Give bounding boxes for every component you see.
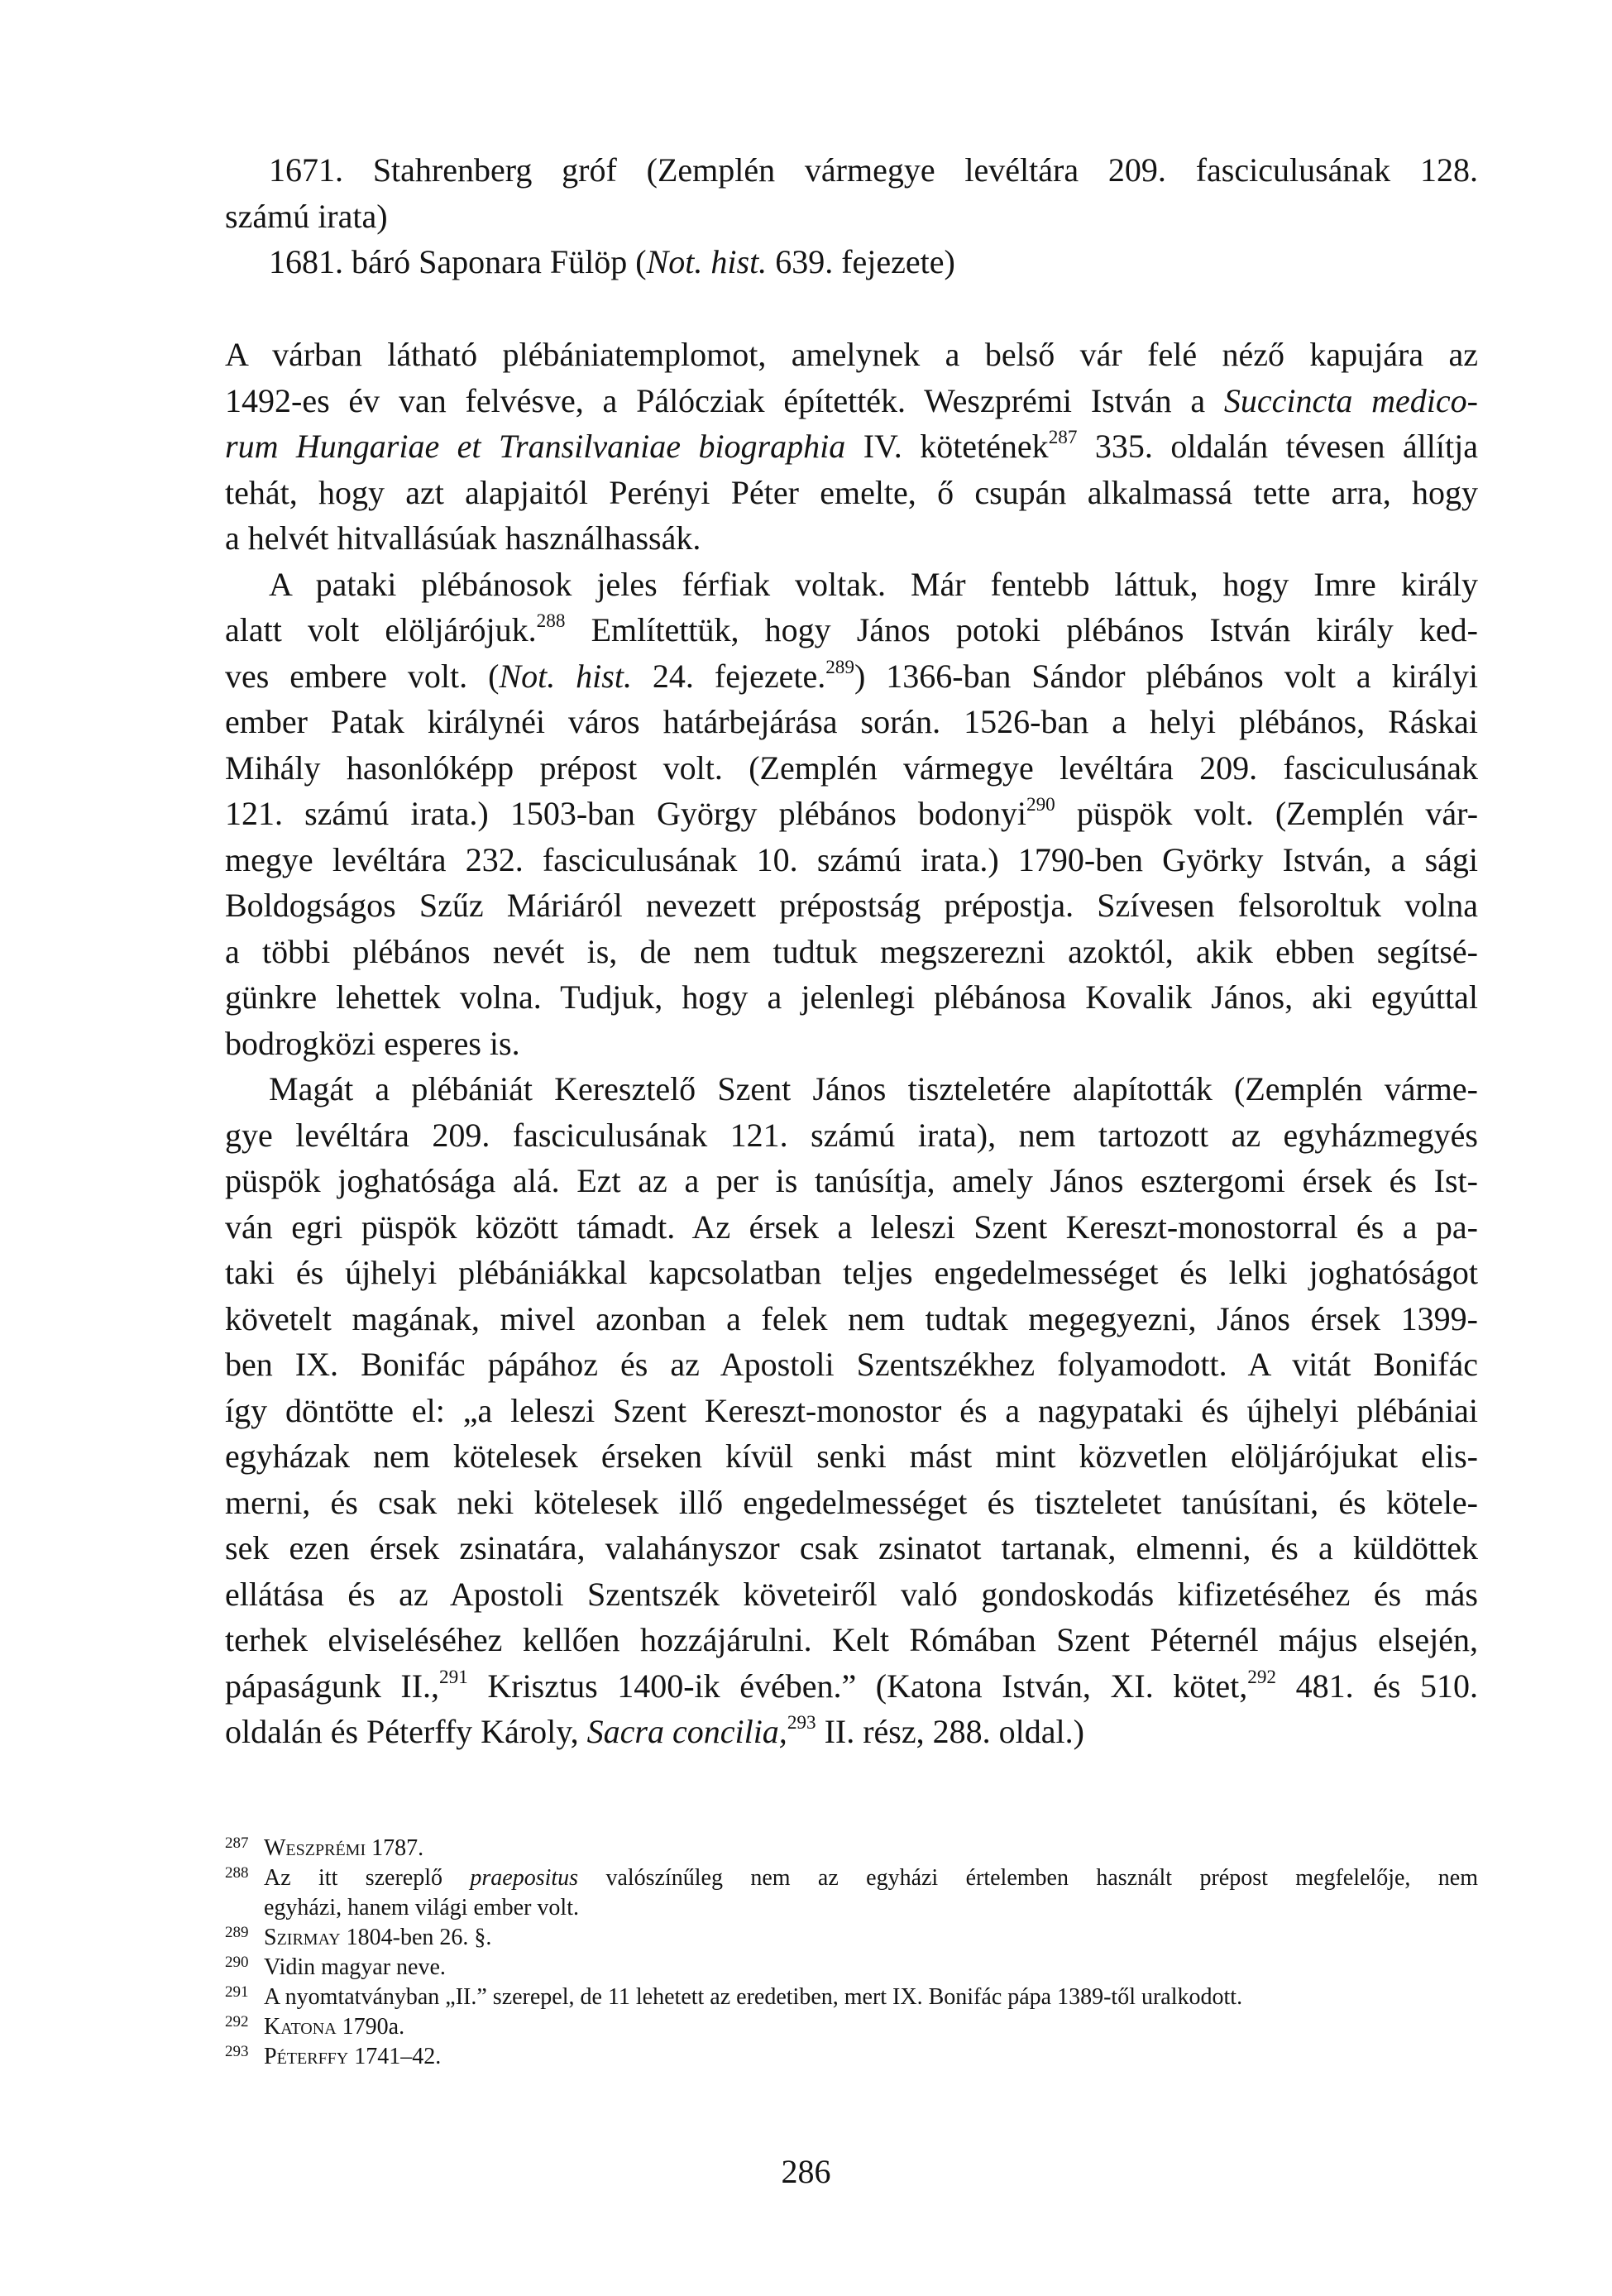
- body-line: [225, 1024, 1478, 1064]
- italic-term: praepositus: [470, 1865, 579, 1891]
- body-text: Boldogságos Szűz Máriáról nevezett prépostság prépostja. Szívesen felsoroltuk volna: [225, 887, 1478, 924]
- footnote-text: A nyomtatványban „II.” szerepel, de 11 lehetett az eredetiben, mert IX. Bonifác pápa 1389-től uralkodott.: [264, 1984, 1243, 2010]
- body-line: [225, 381, 1478, 421]
- body-text: gye levéltára 209. fasciculusának 121. számú irata), nem tartozott az egyházmegyés: [225, 1117, 1478, 1154]
- body-line: [225, 1483, 1478, 1523]
- body-line: [225, 794, 1478, 834]
- page-number: 286: [781, 2153, 831, 2190]
- body-line: [225, 473, 1478, 513]
- body-line: [225, 519, 1478, 558]
- footnote-text-part: Az itt szereplő: [264, 1865, 471, 1891]
- body-line: [225, 1667, 1478, 1706]
- footnote-citation: 1741–42.: [348, 2044, 442, 2069]
- body-line: [225, 1575, 1478, 1614]
- list-item: [269, 242, 1478, 282]
- body-line: [225, 1437, 1478, 1476]
- body-line: [225, 1116, 1478, 1155]
- footnote-citation: 1804-ben 26. §.: [340, 1925, 492, 1950]
- body-line: [225, 1528, 1478, 1568]
- footnote-text: [264, 1864, 1478, 1892]
- footnote-number: 287: [225, 1834, 249, 1852]
- footnote-number: 292: [225, 2013, 249, 2031]
- body-line: [225, 1161, 1478, 1201]
- italic-book-title: Succincta medico-: [1223, 382, 1478, 419]
- author-name: Szirmay: [264, 1925, 341, 1950]
- footnote-ref[interactable]: 288: [536, 610, 566, 633]
- footnote-text: egyházi, hanem világi ember volt.: [264, 1895, 579, 1921]
- body-text: Említettük, hogy János potoki plébános István király ked-: [565, 611, 1478, 648]
- footnote-number: 290: [225, 1954, 249, 1971]
- body-text: ellátása és az Apostoli Szentszék követeiről való gondoskodás kifizetéséhez és más: [225, 1576, 1478, 1613]
- body-text: 1492-es év van felvésve, a Pálócziak építették. Weszprémi István a: [225, 382, 1224, 419]
- body-line: [225, 978, 1478, 1017]
- body-line: [225, 932, 1478, 972]
- footnote-text: [264, 1834, 1478, 1863]
- body-line: [225, 1299, 1478, 1339]
- body-line: [269, 1069, 1478, 1109]
- body-text: pápaságunk II.,: [225, 1667, 440, 1705]
- body-text: ván egri püspök között támadt. Az érsek a leleszi Szent Kereszt-monostorral és a pa-: [225, 1208, 1478, 1246]
- body-text: ves embere volt. (: [225, 658, 500, 695]
- body-line: [225, 1620, 1478, 1660]
- body-text: oldalán és Péterffy Károly,: [225, 1713, 587, 1750]
- italic-book-title: Sacra concilia,: [586, 1713, 787, 1750]
- list-item-text: 639. fejezete): [767, 243, 955, 280]
- list-item-continuation: [225, 197, 1478, 237]
- body-line: [225, 702, 1478, 742]
- footnote-ref[interactable]: 290: [1026, 794, 1055, 816]
- footnote-number: 291: [225, 1983, 249, 2001]
- body-text: Krisztus 1400-ik évében.” (Katona István, XI. kötet,: [467, 1667, 1248, 1705]
- body-text: a többi plébános nevét is, de nem tudtuk megszerezni azoktól, akik ebben segítsé-: [225, 933, 1478, 970]
- footnote-text: [264, 2043, 1478, 2071]
- body-text: terhek elviseléséhez kellően hozzájárulni. Kelt Rómában Szent Péternél május elsején,: [225, 1621, 1478, 1658]
- body-text: 481. és 510.: [1276, 1667, 1478, 1705]
- author-name: Katona: [264, 2014, 337, 2040]
- body-line: [225, 610, 1478, 650]
- body-text: így döntötte el: „a leleszi Szent Kereszt-monostor és a nagypataki és újhelyi plébániai: [225, 1392, 1478, 1429]
- body-text: Mihály hasonlóképp prépost volt. (Zemplén vármegye levéltára 209. fasciculusának: [225, 749, 1478, 787]
- footnote-text-part: valószínűleg nem az egyházi értelemben használt prépost megfelelője, nem: [578, 1865, 1478, 1891]
- body-text: Magát a plébániát Keresztelő Szent János tiszteletére alapították (Zemplén várme-: [269, 1070, 1478, 1107]
- footnote-ref[interactable]: 292: [1247, 1667, 1277, 1689]
- italic-book-title: rum Hungariae et Transilvaniae biographia: [225, 428, 846, 465]
- body-text: bodrogközi esperes is.: [225, 1025, 520, 1062]
- footnote-ref[interactable]: 287: [1048, 427, 1078, 449]
- body-text: tehát, hogy azt alapjaitól Perényi Péter emelte, ő csupán alkalmassá tette arra, hogy: [225, 474, 1478, 511]
- body-text: 121. számú irata.) 1503-ban György plébános bodonyi: [225, 795, 1026, 832]
- body-text: taki és újhelyi plébániákkal kapcsolatban teljes engedelmességet és lelki joghatóságot: [225, 1254, 1478, 1291]
- body-line: [225, 657, 1478, 696]
- body-text: II. rész, 288. oldal.): [816, 1713, 1084, 1750]
- body-text: püspök volt. (Zemplén vár-: [1055, 795, 1479, 832]
- body-text: 335. oldalán tévesen állítja: [1077, 428, 1479, 465]
- footnote-number: 288: [225, 1864, 249, 1882]
- body-text: a helvét hitvallásúak használhassák.: [225, 519, 701, 557]
- list-item-text: 1681. báró Saponara Fülöp (: [269, 243, 647, 280]
- body-line: [225, 1253, 1478, 1293]
- footnote-ref[interactable]: 289: [825, 657, 854, 679]
- body-line: [225, 335, 1478, 375]
- body-text: IV. kötetének: [845, 428, 1049, 465]
- author-name: Péterffy: [264, 2044, 349, 2069]
- body-line: [269, 565, 1478, 605]
- footnote-citation: 1790a.: [336, 2014, 405, 2040]
- list-item: [269, 151, 1478, 190]
- italic-source-title: Not. hist.: [646, 243, 768, 280]
- author-name: Weszprémi: [264, 1835, 366, 1861]
- footnote-number: 293: [225, 2043, 249, 2060]
- body-line: [225, 749, 1478, 788]
- body-text: megye levéltára 232. fasciculusának 10. számú irata.) 1790-ben Györky István, a sági: [225, 841, 1478, 878]
- footnote-citation: 1787.: [366, 1835, 424, 1861]
- footnote-text: [264, 2013, 1478, 2041]
- list-item-text: 1671. Stahrenberg gróf (Zemplén vármegye levéltára 209. fasciculusának 128.: [269, 151, 1478, 189]
- body-line: [225, 1345, 1478, 1385]
- body-line: [225, 1391, 1478, 1431]
- body-text: 24. fejezete.: [631, 658, 826, 695]
- body-text: követelt magának, mivel azonban a felek nem tudtak megegyezni, János érsek 1399-: [225, 1300, 1478, 1337]
- footnote-text: [264, 1924, 1478, 1952]
- body-text: alatt volt elöljárójuk.: [225, 611, 537, 648]
- body-text: günkre lehettek volna. Tudjuk, hogy a jelenlegi plébánosa Kovalik János, aki egyúttal: [225, 978, 1478, 1016]
- body-text: A várban látható plébániatemplomot, amelynek a belső vár felé néző kapujára az: [225, 336, 1478, 373]
- body-text: ember Patak királynéi város határbejárása során. 1526-ban a helyi plébános, Ráskai: [225, 703, 1478, 740]
- body-text: egyházak nem kötelesek érseken kívül senki mást mint közvetlen elöljárójukat elis-: [225, 1437, 1478, 1475]
- body-text: püspök joghatósága alá. Ezt az a per is tanúsítja, amely János esztergomi érsek és Ist-: [225, 1162, 1478, 1199]
- italic-source-title: Not. hist.: [499, 658, 632, 695]
- footnote-number: 289: [225, 1924, 249, 1941]
- footnote-text: Vidin magyar neve.: [264, 1954, 446, 1980]
- body-line: [225, 1208, 1478, 1247]
- body-line: [225, 427, 1478, 466]
- body-text: ) 1366-ban Sándor plébános volt a királyi: [854, 658, 1478, 695]
- body-line: [225, 886, 1478, 926]
- body-line: [225, 840, 1478, 880]
- body-text: sek ezen érsek zsinatára, valahányszor csak zsinatot tartanak, elmenni, és a küldöttek: [225, 1529, 1478, 1567]
- body-text: merni, és csak neki kötelesek illő engedelmességet és tiszteletet tanúsítani, és kötele-: [225, 1484, 1478, 1521]
- body-line: [225, 1712, 1478, 1752]
- body-text: ben IX. Bonifác pápához és az Apostoli Szentszékhez folyamodott. A vitát Bonifác: [225, 1346, 1478, 1383]
- body-text: A pataki plébánosok jeles férfiak voltak. Már fentebb láttuk, hogy Imre király: [269, 566, 1478, 603]
- footnote-ref[interactable]: 293: [787, 1712, 816, 1734]
- footnote-ref[interactable]: 291: [439, 1667, 468, 1689]
- list-item-text: számú irata): [225, 198, 388, 235]
